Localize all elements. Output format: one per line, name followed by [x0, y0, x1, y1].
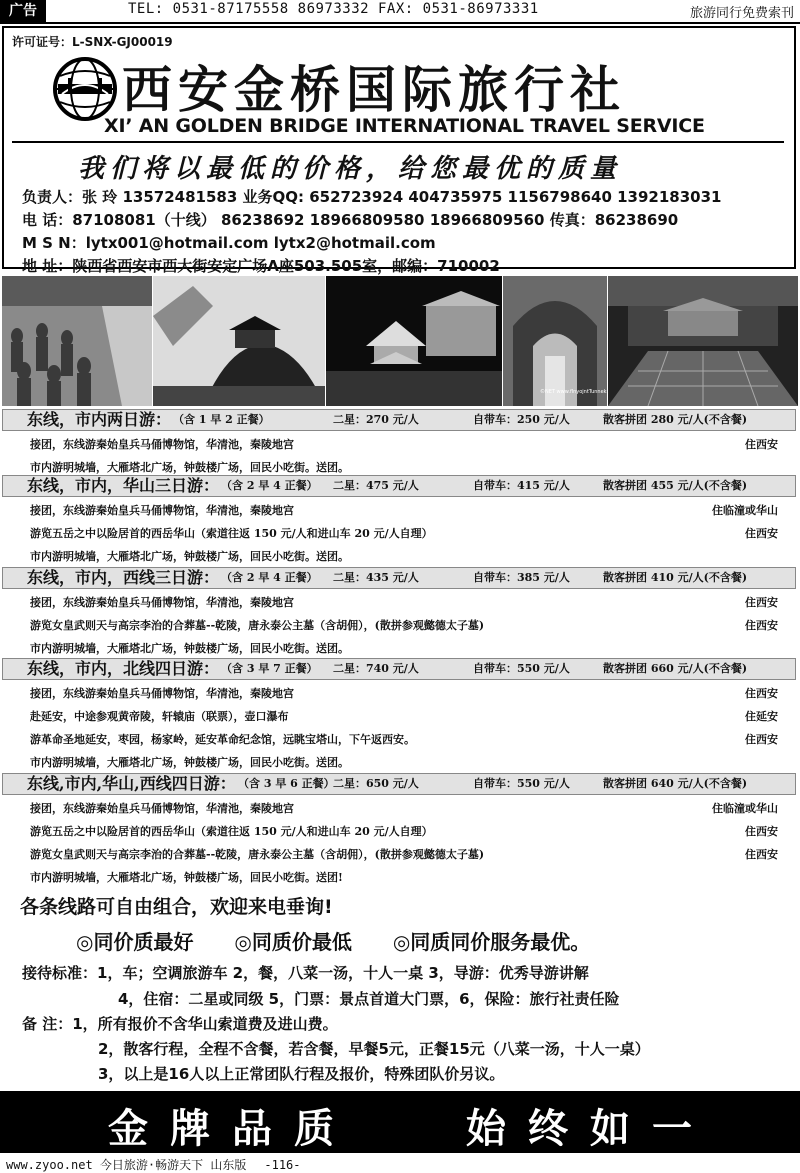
overnight-location: 住临潼或华山 — [712, 504, 778, 517]
overnight-location: 住西安 — [745, 687, 778, 700]
route-price-self: 自带车：415 元/人 — [473, 479, 570, 492]
itinerary-line: 市内游明城墙，大雁塔北广场，钟鼓楼广场，回民小吃街。送团。 — [30, 461, 349, 474]
remark-line-2: 2，散客行程，全程不含餐，若含餐，早餐5元，正餐15元（八菜一汤，十人一桌） — [98, 1040, 650, 1058]
itinerary-line: 赴延安，中途参观黄帝陵，轩辕庙（联票），壶口瀑布 — [30, 710, 289, 723]
banner-left-text: 金牌品质 — [108, 1106, 356, 1152]
route-price-group: 散客拼团 455 元/人(不含餐) — [603, 479, 748, 492]
route-price-self: 自带车：550 元/人 — [473, 777, 570, 790]
route-title: 东线，市内，华山三日游： — [27, 476, 220, 495]
top-bar — [0, 0, 800, 24]
contact-person: 负责人：张 玲 13572481583 业务QQ: 652723924 404735975 1156798640 1392183031 — [22, 188, 722, 206]
route-header — [2, 658, 796, 680]
route-price-self: 自带车：550 元/人 — [473, 662, 570, 675]
phone-numbers: 电 话：87108081（十线） 86238692 18966809580 18966809560 传真：86238690 — [22, 211, 679, 229]
overnight-location: 住西安 — [745, 825, 778, 838]
route-price-group: 散客拼团 280 元/人(不含餐) — [603, 413, 748, 426]
tel-fax-line: TEL: 0531-87175558 86973332 FAX: 0531-86973331 — [128, 1, 539, 17]
remark-line-3: 3，以上是16人以上正常团队行程及报价，特殊团队价另议。 — [98, 1065, 505, 1083]
standard-line-2: 4，住宿：二星或同级 5，门票：景点首道大门票，6，保险：旅行社责任险 — [118, 990, 620, 1008]
itinerary-line: 游革命圣地延安，枣园，杨家岭，延安革命纪念馆，远眺宝塔山，下午返西安。 — [30, 733, 415, 746]
overnight-location: 住西安 — [745, 848, 778, 861]
itinerary-line: 市内游明城墙，大雁塔北广场，钟鼓楼广场，回民小吃街。送团! — [30, 871, 343, 884]
itinerary-line: 市内游明城墙，大雁塔北广场，钟鼓楼广场，回民小吃街。送团。 — [30, 550, 349, 563]
itinerary-line: 游览女皇武则天与高宗李治的合葬墓--乾陵，唐永泰公主墓（含胡佣），(散拼参观懿德太子墓) — [30, 848, 485, 861]
slogan: 我们将以最低的价格，给您最优的质量 — [78, 154, 623, 184]
route-price-two-star: 二星：270 元/人 — [333, 413, 419, 426]
banner-right-text: 始终如一 — [466, 1106, 714, 1152]
route-price-two-star: 二星：650 元/人 — [333, 777, 419, 790]
pagoda-hill-photo — [153, 276, 325, 406]
index-tag: 旅游同行免费索刊 — [689, 6, 794, 21]
palace-model-photo — [608, 276, 798, 406]
company-name-cn: 西安金桥国际旅行社 — [122, 61, 626, 119]
route-meals: （含 2 早 4 正餐） — [221, 479, 318, 492]
route-meals: （含 3 早 7 正餐） — [221, 662, 318, 675]
itinerary-line: 接团，东线游秦始皇兵马俑博物馆，华清池，秦陵地宫 — [30, 438, 294, 451]
overnight-location: 住临潼或华山 — [712, 802, 778, 815]
route-price-two-star: 二星：435 元/人 — [333, 571, 419, 584]
route-meals: （含 1 早 2 正餐） — [173, 413, 270, 426]
route-title: 东线，市内两日游： — [27, 410, 172, 429]
tomb-gate-photo — [503, 276, 607, 406]
route-price-group: 散客拼团 640 元/人(不含餐) — [603, 777, 748, 790]
msn-accounts: M S N：lytx001@hotmail.com lytx2@hotmail.com — [22, 234, 436, 252]
itinerary-line: 接团，东线游秦始皇兵马俑博物馆，华清池，秦陵地宫 — [30, 596, 294, 609]
route-price-two-star: 二星：475 元/人 — [333, 479, 419, 492]
remark-line-1: 备 注：1，所有报价不含华山索道费及进山费。 — [22, 1015, 338, 1033]
license-number: 许可证号：L-SNX-GJ00019 — [12, 35, 173, 49]
company-name-en: XI’ AN GOLDEN BRIDGE INTERNATIONAL TRAVEL SERVICE — [104, 115, 705, 137]
footer-site: www.zyoo.net 今日旅游·畅游天下 山东版 — [6, 1158, 247, 1172]
globe-bridge-logo-icon — [52, 56, 118, 122]
promise-1: ◎同价质最好 — [76, 930, 194, 954]
itinerary-line: 游览五岳之中以险居首的西岳华山（索道往返 150 元/人和进山车 20 元/人自理） — [30, 825, 433, 838]
terracotta-warriors-photo — [2, 276, 152, 406]
route-price-group: 散客拼团 660 元/人(不含餐) — [603, 662, 748, 675]
route-title: 东线，市内，西线三日游： — [27, 568, 220, 587]
promise-2: ◎同质价最低 — [234, 930, 352, 954]
route-meals: （含 2 早 4 正餐） — [221, 571, 318, 584]
overnight-location: 住西安 — [745, 619, 778, 632]
photo-strip — [2, 276, 798, 406]
route-header — [2, 773, 796, 795]
promises — [76, 926, 624, 955]
route-meals: （含 3 早 6 正餐） — [238, 777, 335, 790]
route-price-self: 自带车：385 元/人 — [473, 571, 570, 584]
address: 地 址：陕西省西安市西大街安定广场A座503.505室，邮编：710002 — [22, 257, 500, 275]
route-title: 东线,市内,华山,西线四日游： — [27, 774, 236, 793]
itinerary-line: 市内游明城墙，大雁塔北广场，钟鼓楼广场，回民小吃街。送团。 — [30, 642, 349, 655]
overnight-location: 住延安 — [745, 710, 778, 723]
itinerary-line: 接团，东线游秦始皇兵马俑博物馆，华清池，秦陵地宫 — [30, 802, 294, 815]
bottom-banner — [0, 1091, 800, 1153]
itinerary-line: 市内游明城墙，大雁塔北广场，钟鼓楼广场，回民小吃街。送团。 — [30, 756, 349, 769]
overnight-location: 住西安 — [745, 733, 778, 746]
itinerary-line: 接团，东线游秦始皇兵马俑博物馆，华清池，秦陵地宫 — [30, 504, 294, 517]
route-price-self: 自带车：250 元/人 — [473, 413, 570, 426]
route-price-group: 散客拼团 410 元/人(不含餐) — [603, 571, 748, 584]
itinerary-line: 游览女皇武则天与高宗李治的合葬墓--乾陵，唐永泰公主墓（含胡佣），(散拼参观懿德太子墓) — [30, 619, 485, 632]
overnight-location: 住西安 — [745, 596, 778, 609]
route-title: 东线，市内，北线四日游： — [27, 659, 220, 678]
itinerary-line: 游览五岳之中以险居首的西岳华山（索道往返 150 元/人和进山车 20 元/人自理） — [30, 527, 433, 540]
standard-line-1: 接待标准：1，车；空调旅游车 2，餐，八菜一汤，十人一桌 3，导游：优秀导游讲解 — [22, 964, 589, 982]
overnight-location: 住西安 — [745, 438, 778, 451]
route-price-two-star: 二星：740 元/人 — [333, 662, 419, 675]
route-header — [2, 475, 796, 497]
route-header — [2, 409, 796, 431]
bell-tower-night-photo — [326, 276, 502, 406]
itinerary-line: 接团，东线游秦始皇兵马俑博物馆，华清池，秦陵地宫 — [30, 687, 294, 700]
route-header — [2, 567, 796, 589]
header-divider — [12, 141, 784, 143]
footer — [6, 1156, 301, 1173]
promise-3: ◎同质同价服务最优。 — [392, 930, 591, 954]
combine-note: 各条线路可自由组合，欢迎来电垂询! — [20, 896, 333, 918]
tomb-photo-caption: ©NET www.flnyojntTunnek — [540, 389, 607, 395]
overnight-location: 住西安 — [745, 527, 778, 540]
ad-tag: 广告 — [0, 0, 46, 22]
page-number: -116- — [264, 1158, 301, 1172]
